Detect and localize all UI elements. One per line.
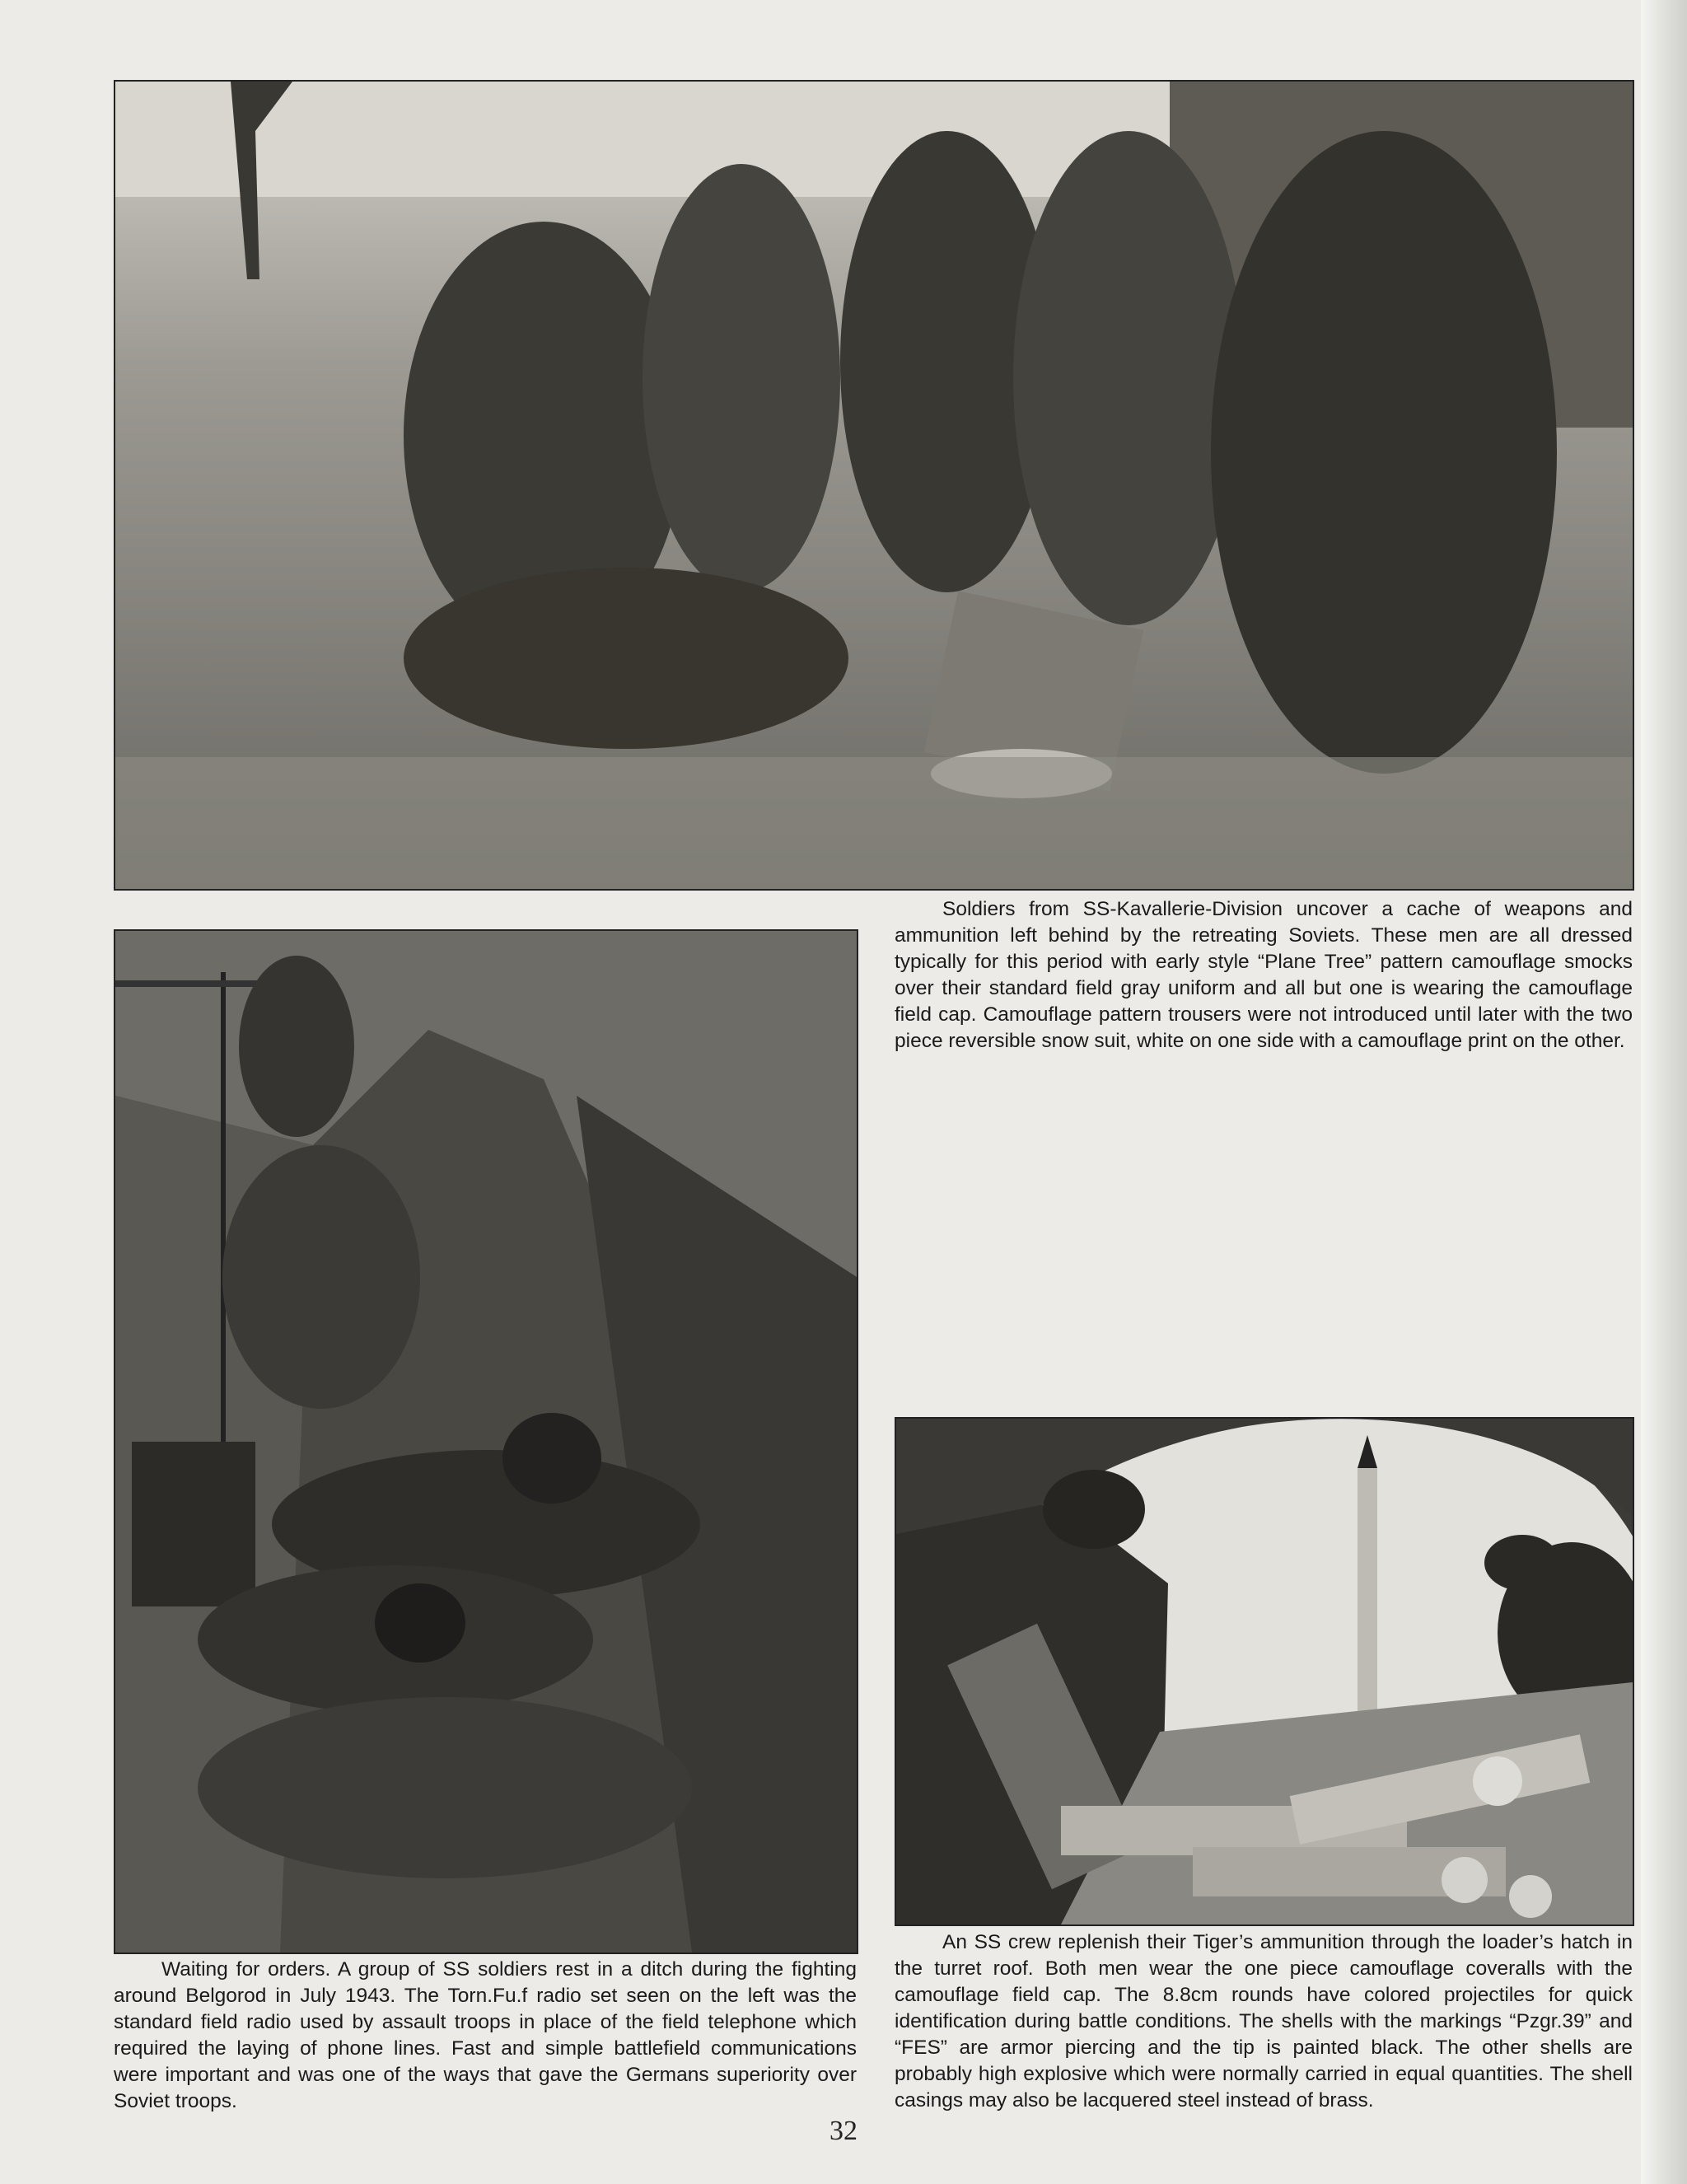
page-edge	[1641, 0, 1687, 2184]
caption-top-photo: Soldiers from SS-Kavallerie-Division uncover a cache of weapons and ammunition left behind by the retreating Soviets. These men are all dressed typically for this period with early style “Plane Tree” pattern camouflage smocks over their standard field gray uniform and all but one is wearing the camouflage field cap. Camouflage pattern trousers were not introduced until later with the two piece reversible snow suit, white on one side with a camouflage print on the other.	[895, 898, 1633, 1052]
photo-tiger-ammunition	[895, 1417, 1634, 1926]
photo-soldiers-weapons-cache	[114, 80, 1634, 891]
page-number: 32	[829, 2116, 858, 2146]
caption-left-photo: Waiting for orders. A group of SS soldiers rest in a ditch during the fighting around Belgorod in July 1943. The Torn.Fu.f radio set seen on the left was the standard field radio used by assault troops in place of the field telephone which required the laying of phone lines. Fast and simple battlefield communications were important and was one of the ways that gave the Germans superiority over Soviet troops.	[114, 1958, 857, 2112]
caption-bottom-right-photo: An SS crew replenish their Tiger’s ammunition through the loader’s hatch in the turret roof. Both men wear the one piece camouflage coveralls with the camouflage field cap. The 8.8cm rounds have colored projectiles for quick identification during battle conditions. The shells with the markings “Pzgr.39” and “FES” are armor piercing and the tip is painted black. The other shells are probably high explosive which were normally carried in equal quantities. The shell casings may also be lacquered steel instead of brass.	[895, 1931, 1633, 2112]
photo-soldiers-ditch	[114, 929, 858, 1954]
